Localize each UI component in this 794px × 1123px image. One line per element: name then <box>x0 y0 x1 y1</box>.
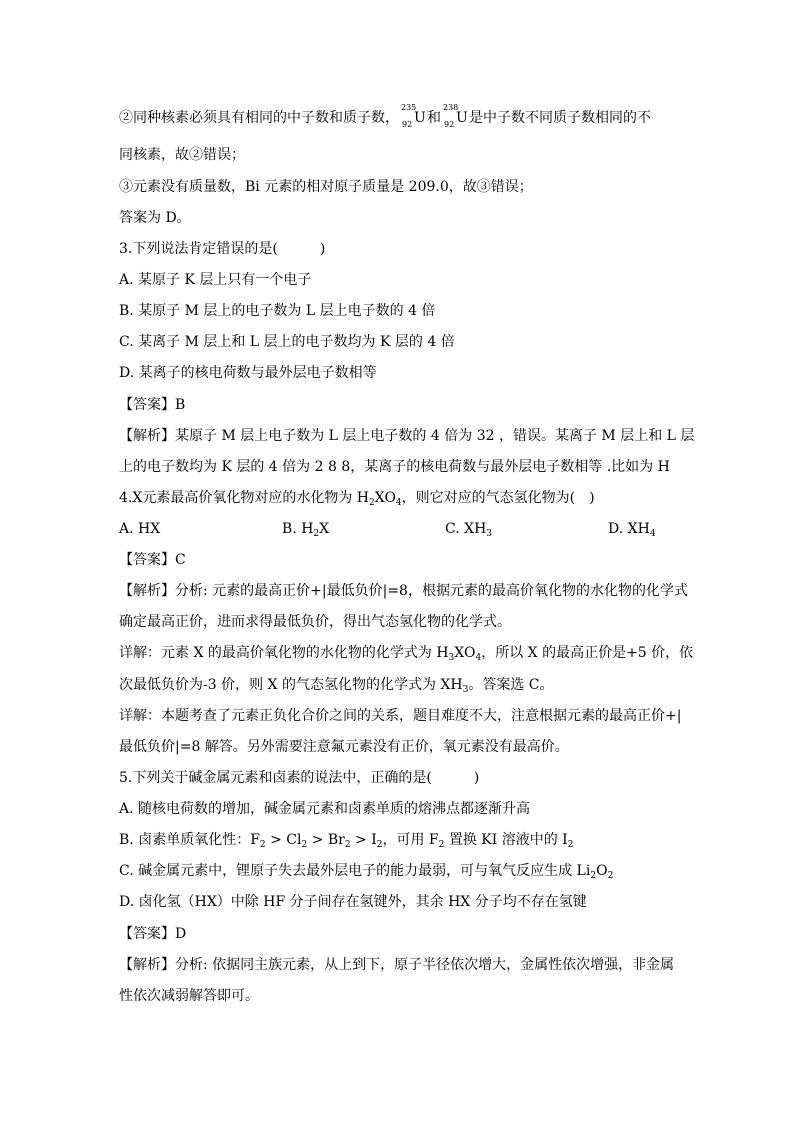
option-5a: A. 随核电荷数的增加，碱金属元素和卤素单质的熔沸点都逐渐升高 <box>119 801 531 817</box>
text: 是中子数不同质子数相同的不 <box>469 110 651 126</box>
option-5b: B. 卤素单质氧化性：$F_2 > Cl_2 > Br_2 > I_2$，可用 $F_2$ 置换 KI 溶液中的 $I_2$ <box>119 832 574 850</box>
option-4a: A. HX <box>119 521 161 537</box>
text: 和 <box>427 110 441 126</box>
explanation-3-line1: 【解析】某原子 M 层上电子数为 L 层上电子数的 4 倍为 32 ，错误。某离子 M 层上和 L 层 <box>119 428 695 444</box>
explanation-4-line1: 【解析】分析: 元素的最高正价+|最低负价|=8，根据元素的最高价氧化物的水化物的化学式 <box>119 583 688 599</box>
question-5: 5.下列关于碱金属元素和卤素的说法中，正确的是( ) <box>119 770 480 786</box>
explanation-4-line2: 确定最高正价，进而求得最低负价，得出气态氢化物的化学式。 <box>119 614 511 630</box>
detail-4-line2: 次最低负价为-3 价，则 X 的气态氢化物的化学式为 $XH_3$。答案选 C。 <box>119 677 554 695</box>
line: ③元素没有质量数，Bi 元素的相对原子质量是 209.0，故③错误； <box>119 179 533 195</box>
line: 答案为 D。 <box>119 210 191 226</box>
option-3c: C. 某离子 M 层上和 L 层上的电子数均为 K 层的 4 倍 <box>119 334 455 350</box>
option-5c: C. 碱金属元素中，锂原子失去最外层电子的能力最弱，可与氧气反应生成 $Li_2O_2$ <box>119 863 614 881</box>
option-4c: C. $XH_3$ <box>445 521 493 539</box>
answer-5: 【答案】D <box>119 926 187 942</box>
explanation-5-line2: 性依次减弱解答即可。 <box>119 988 259 1004</box>
detail-4-line4: 最低负价|=8 解答。另外需要注意氟元素没有正价，氧元素没有最高价。 <box>119 739 569 755</box>
option-4b: B. $H_2X$ <box>282 521 330 539</box>
text: ②同种核素必须具有相同的中子数和质子数， <box>119 110 399 126</box>
isotope-u238: 238 92 U <box>443 103 468 129</box>
explanation-5-line1: 【解析】分析: 依据同主族元素，从上到下，原子半径依次增大，金属性依次增强，非金属 <box>119 957 675 973</box>
line: 同核素，故②错误； <box>119 147 245 163</box>
detail-4-line3: 详解：本题考查了元素正负化合价之间的关系，题目难度不大，注意根据元素的最高正价+| <box>119 708 682 724</box>
option-4d: D. $XH_4$ <box>608 521 656 539</box>
answer-4: 【答案】C <box>119 552 186 568</box>
line-isotope-statement <box>119 103 651 129</box>
detail-4-line1: 详解：元素 X 的最高价氧化物的水化物的化学式为 $H_3XO_4$，所以 X 的最高正价是+5 价，依 <box>119 645 694 663</box>
explanation-3-line2: 上的电子数均为 K 层的 4 倍为 2 8 8，某离子的核电荷数与最外层电子数相等 .比如为 H <box>119 459 670 475</box>
question-4: 4.X元素最高价氧化物对应的水化物为 $H_2XO_4$，则它对应的气态氢化物为( ) <box>119 490 595 508</box>
option-5d: D. 卤化氢（HX）中除 HF 分子间存在氢键外，其余 HX 分子均不存在氢键 <box>119 894 587 910</box>
isotope-u235: 235 92 U <box>401 103 426 129</box>
answer-3: 【答案】B <box>119 397 186 413</box>
option-3d: D. 某离子的核电荷数与最外层电子数相等 <box>119 365 377 381</box>
question-3: 3.下列说法肯定错误的是( ) <box>119 241 326 257</box>
option-3b: B. 某原子 M 层上的电子数为 L 层上电子数的 4 倍 <box>119 303 436 319</box>
option-3a: A. 某原子 K 层上只有一个电子 <box>119 272 312 288</box>
